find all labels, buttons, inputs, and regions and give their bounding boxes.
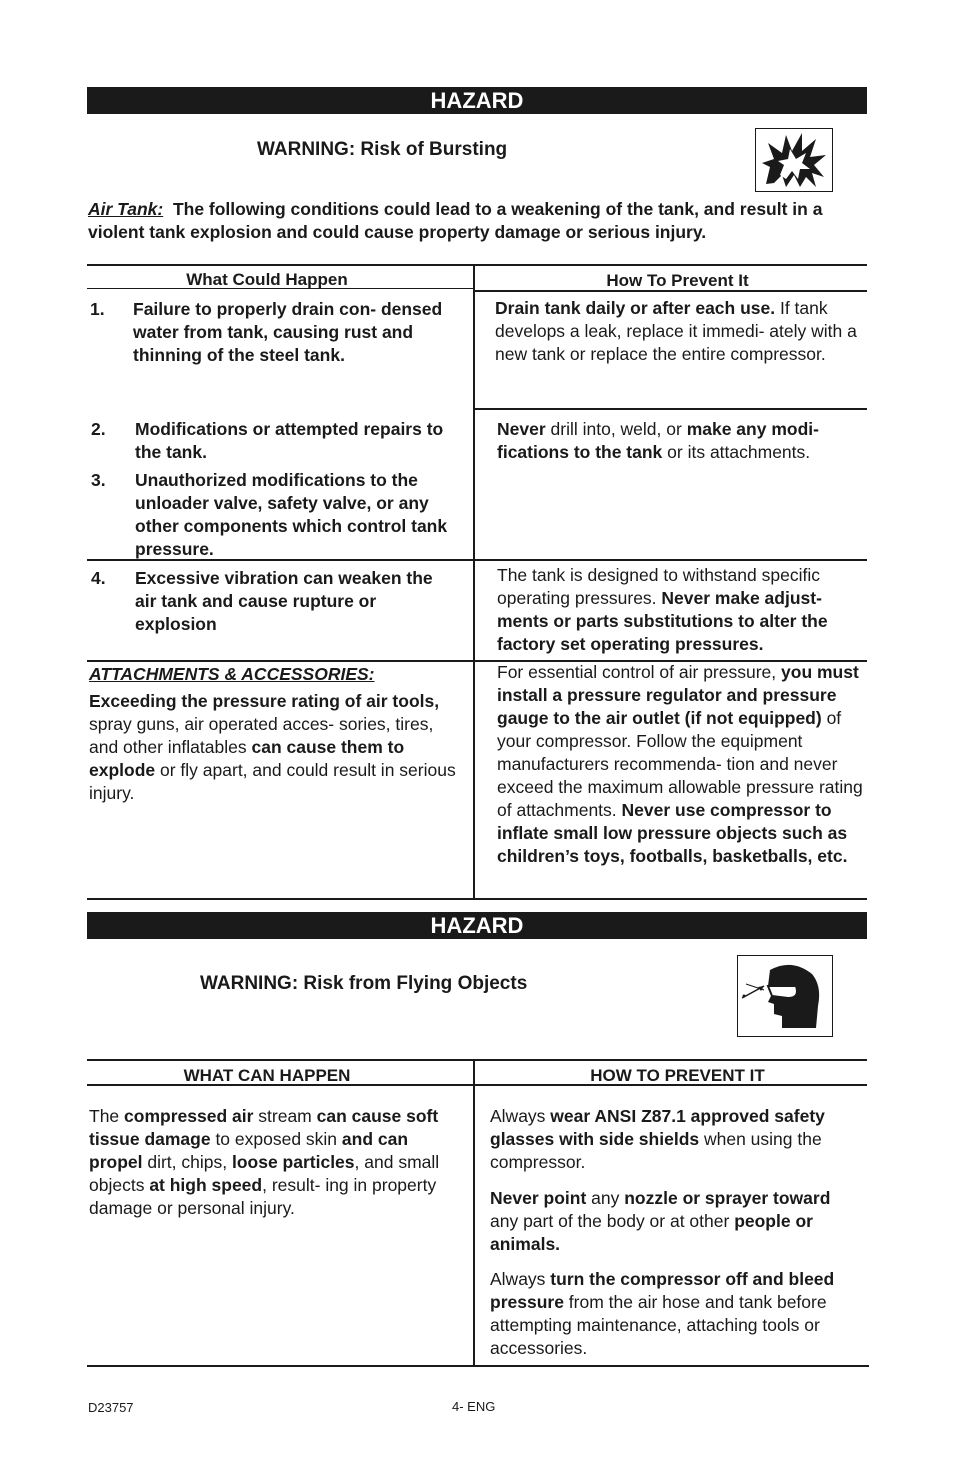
prevention-text: [495, 297, 865, 366]
table-column-divider: [473, 264, 475, 900]
column-header-prevent: How To Prevent It: [606, 271, 749, 290]
column-header-what: What Could Happen: [186, 270, 348, 289]
attachments-heading: ATTACHMENTS & ACCESSORIES:: [89, 664, 375, 684]
column-header-what: WHAT CAN HAPPEN: [183, 1066, 351, 1085]
prevention-regular: of your compressor. Follow the equipment manufacturers recommenda- tion and never exceed the maximum allowable pressure rating of attachments.: [497, 708, 863, 820]
page-number: 4- ENG: [452, 1399, 496, 1414]
prevention-bold: Never make adjust- ments or parts substitutions to alter the factory set operating pressures.: [497, 588, 828, 654]
prevention-regular: For essential control of air pressure,: [497, 662, 782, 682]
attachments-regular: or fly apart, and could result in serious injury.: [89, 760, 456, 803]
table-top-rule: [87, 264, 867, 266]
text-bold: people or animals.: [490, 1211, 813, 1254]
text-bold: compressed air: [124, 1106, 254, 1126]
prevention-bold: Drain tank daily or after each use.: [495, 298, 776, 318]
text-bold: at high speed: [149, 1175, 263, 1195]
item-number: 3.: [91, 470, 106, 490]
prevention-text: [497, 418, 865, 464]
text-bold: wear ANSI Z87.1 approved safety glasses with side shields: [490, 1106, 825, 1149]
text-regular: when using the compressor.: [490, 1129, 822, 1172]
hazard-banner: HAZARD: [87, 912, 867, 939]
flying-objects-hazard-text: [89, 1105, 461, 1220]
text-regular: , result- ing in property damage or personal injury.: [89, 1175, 437, 1218]
prevention-text: [490, 1268, 868, 1360]
text-regular: to exposed skin: [210, 1129, 342, 1149]
text-bold: Never point: [490, 1188, 587, 1208]
item-number: 4.: [91, 568, 106, 588]
hazard-item: Failure to properly drain con- densed water from tank, causing rust and thinning of the steel tank.: [133, 299, 443, 365]
text-bold: can cause soft tissue damage: [89, 1106, 439, 1149]
hazard-item: Modifications or attempted repairs to the tank.: [135, 419, 444, 462]
attachments-regular: spray guns, air operated acces- sories, tires, and other inflatables: [89, 714, 434, 757]
prevention-bold: Never use compressor to inflate small low pressure objects such as children’s toys, footballs, basketballs, etc.: [497, 800, 848, 866]
safety-glasses-head-icon: [737, 955, 833, 1037]
hazard-item: Excessive vibration can weaken the air tank and cause rupture or explosion: [135, 568, 433, 634]
prevention-regular: drill into, weld, or: [545, 419, 687, 439]
text-regular: dirt, chips,: [142, 1152, 232, 1172]
explosion-icon: [755, 128, 833, 192]
prevention-bold: Never: [497, 419, 546, 439]
table-bottom-rule: [87, 898, 867, 900]
text-bold: and can propel: [89, 1129, 409, 1172]
text-regular: from the air hose and tank before attempting maintenance, attaching tools or accessories.: [490, 1292, 827, 1358]
prevention-text: [490, 1187, 850, 1256]
prevention-text: [490, 1105, 868, 1174]
table-bottom-rule: [87, 1365, 869, 1367]
prevention-text: [497, 661, 867, 868]
prevention-bold: make any modi- fications to the tank: [497, 419, 819, 462]
hazard-banner: HAZARD: [87, 87, 867, 114]
air-tank-paragraph: [88, 198, 873, 244]
text-regular: stream: [253, 1106, 317, 1126]
prevention-bold: you must install a pressure regulator and pressure gauge to the air outlet (if not equipped): [497, 662, 859, 728]
text-bold: turn the compressor off and bleed pressure: [490, 1269, 835, 1312]
item-number: 1.: [90, 299, 105, 319]
text-regular: The: [89, 1106, 125, 1126]
document-code: D23757: [88, 1400, 134, 1415]
row-rule: [475, 408, 867, 410]
air-tank-text: The following conditions could lead to a weakening of the tank, and result in a violent tank explosion and could cause property damage or serious injury.: [88, 199, 823, 242]
item-number: 2.: [91, 419, 106, 439]
text-regular: Always: [490, 1269, 551, 1289]
attachments-bold: Exceeding the pressure rating of air tools,: [89, 691, 440, 711]
table-column-divider: [473, 1059, 475, 1367]
text-regular: , and small objects: [89, 1152, 440, 1195]
text-bold: loose particles: [231, 1152, 355, 1172]
warning-title: WARNING: Risk of Bursting: [257, 139, 508, 160]
column-header-prevent: HOW TO PREVENT IT: [590, 1066, 765, 1085]
prevention-regular: If tank develops a leak, replace it immedi- ately with a new tank or replace the entire compressor.: [495, 298, 857, 364]
text-regular: Always: [490, 1106, 551, 1126]
attachments-bold: can cause them to explode: [89, 737, 405, 780]
text-bold: nozzle or sprayer toward: [624, 1188, 831, 1208]
text-regular: any: [586, 1188, 625, 1208]
table-top-rule: [87, 1059, 867, 1061]
air-tank-label: Air Tank:: [88, 199, 164, 219]
hazard-item: Unauthorized modifications to the unloader valve, safety valve, or any other components which control tank pressure.: [135, 470, 448, 559]
prevention-text: [497, 564, 867, 656]
attachments-cell: [89, 663, 459, 805]
prevention-regular: The tank is designed to withstand specific operating pressures.: [497, 565, 820, 608]
text-regular: any part of the body or at other: [490, 1211, 735, 1231]
prevention-regular: or its attachments.: [662, 442, 811, 462]
warning-title: WARNING: Risk from Flying Objects: [200, 973, 528, 994]
